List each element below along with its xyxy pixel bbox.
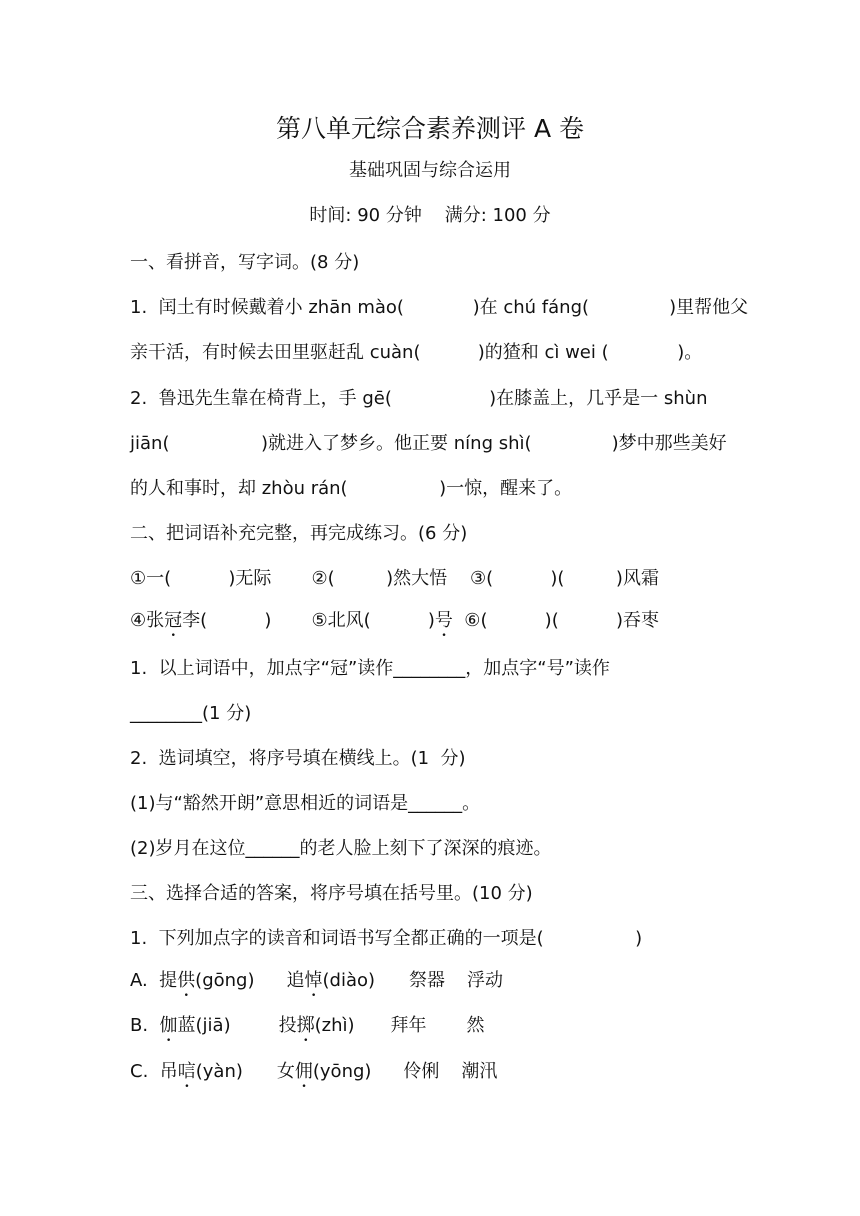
option-b-dotted-1: 伽: [159, 1015, 178, 1036]
section-2-q1-line1: 1. 以上词语中，加点字“冠”读作________，加点字“号”读作: [130, 658, 610, 679]
option-c-pinyin-1: (yàn): [195, 1061, 243, 1082]
section-2-q2-2: (2)岁月在这位______的老人脸上刻下了深深的痕迹。: [130, 838, 552, 859]
section-1-q1-line2: 亲干活，有时候去田里驱赶乱 cuàn( )的猹和 cì wei ( )。: [130, 342, 703, 363]
option-b-word3: 拜年: [390, 1015, 427, 1036]
section-2-q2-1: (1)与“豁然开朗”意思相近的词语是______。: [130, 793, 481, 814]
section-2-q2: 2. 选词填空，将序号填在横线上。(1 分): [130, 748, 466, 769]
option-a-pinyin-2: (diào): [322, 970, 376, 991]
option-b-dotted-2: 掷: [296, 1015, 315, 1036]
option-c-pinyin-2: (yōng): [312, 1061, 372, 1082]
section-1-q2-line3: 的人和事时，却 zhòu rán( )一惊，醒来了。: [130, 478, 573, 499]
option-c-word3: 伶俐: [403, 1061, 440, 1082]
option-b: [130, 1015, 485, 1046]
option-b-pinyin-1: 蓝(jiā): [177, 1015, 231, 1036]
idiom-row-2-part-c: ⑥( )( )吞枣: [452, 610, 659, 631]
option-a-dotted-1: 供: [177, 970, 196, 991]
option-b-label: B.: [130, 1015, 160, 1036]
dotted-char-guan: 冠: [164, 610, 183, 631]
option-a-dotted-2: 悼: [304, 970, 323, 991]
option-c-dotted-1: 唁: [177, 1061, 196, 1082]
option-c-dotted-2: 佣: [294, 1061, 313, 1082]
option-a-word2-pre: 追: [286, 970, 305, 991]
section-2-heading: 二、把词语补充完整，再完成练习。(6 分): [130, 523, 468, 544]
option-a-word4: 浮动: [467, 970, 504, 991]
section-3-heading: 三、选择合适的答案，将序号填在括号里。(10 分): [130, 883, 533, 904]
page-title: 第八单元综合素养测评 A 卷: [276, 114, 584, 143]
option-c-word4: 潮汛: [461, 1061, 498, 1082]
section-1-q2-line2: jiān( )就进入了梦乡。他正要 níng shì( )梦中那些美好: [130, 433, 727, 454]
option-a-pinyin-1: (gōng): [195, 970, 255, 991]
option-b-word4: 然: [466, 1015, 485, 1036]
page-subtitle: 基础巩固与综合运用: [349, 160, 511, 181]
time-and-score: 时间: 90 分钟 满分: 100 分: [309, 205, 551, 226]
idiom-row-2-part-a: ④张: [130, 610, 165, 631]
option-a-word3: 祭器: [409, 970, 446, 991]
section-1-heading: 一、看拼音，写字词。(8 分): [130, 252, 360, 273]
section-2-q1-line2: ________(1 分): [130, 703, 252, 724]
option-c: [130, 1061, 497, 1092]
section-1-q1-line1: 1. 闰土有时候戴着小 zhān mào( )在 chú fáng( )里帮他父: [130, 297, 749, 318]
idiom-row-2-part-b: 李( ) ⑤北风( ): [182, 610, 435, 631]
option-b-pinyin-2: (zhì): [314, 1015, 355, 1036]
idiom-row-2: [130, 610, 659, 641]
option-c-word2-pre: 女: [276, 1061, 295, 1082]
section-1-q2-line1: 2. 鲁迅先生靠在椅背上，手 gē( )在膝盖上，几乎是一 shùn: [130, 388, 708, 409]
option-a: [130, 970, 503, 1001]
option-c-label: C. 吊: [130, 1061, 178, 1082]
option-a-label: A. 提: [130, 970, 178, 991]
idiom-row-1: ①一( )无际 ②( )然大悟 ③( )( )风霜: [130, 568, 659, 589]
section-3-q1: 1. 下列加点字的读音和词语书写全都正确的一项是( ): [130, 928, 643, 949]
dotted-char-hao: 号: [434, 610, 453, 631]
option-b-word2-pre: 投: [278, 1015, 297, 1036]
